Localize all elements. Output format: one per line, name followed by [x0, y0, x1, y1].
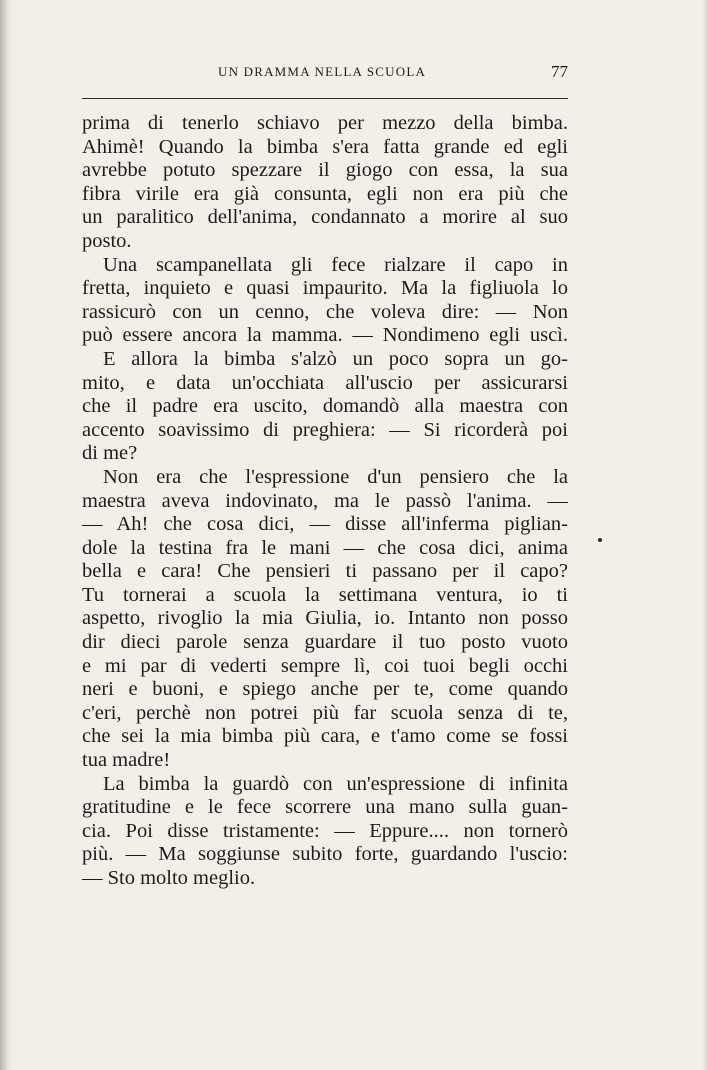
text-line: e mi par di vederti sempre lì, coi tuoi begli occhi: [82, 654, 568, 677]
text-line: dir dieci parole senza guardare il tuo posto vuoto: [82, 631, 568, 654]
ink-mark: [598, 538, 602, 542]
text-line: — Sto molto meglio.: [82, 867, 256, 889]
text-line: c'eri, perchè non potrei più far scuola senza di te,: [82, 701, 568, 724]
page-edge-right: [702, 0, 708, 1070]
text-line: Ahimè! Quando la bimba s'era fatta grande ed egli: [82, 135, 568, 158]
text-line: Una scampanellata gli fece rialzare il capo in: [103, 253, 568, 276]
text-line: gratitudine e le fece scorrere una mano sulla guan-: [82, 796, 568, 819]
body-text: [82, 112, 568, 891]
text-line: prima di tenerlo schiavo per mezzo della bimba.: [82, 112, 568, 134]
header-rule: [82, 98, 568, 99]
text-line: La bimba la guardò con un'espressione di infinita: [103, 772, 568, 795]
text-line: E allora la bimba s'alzò un poco sopra un go-: [103, 347, 568, 370]
text-line: rassicurò con un cenno, che voleva dire: — Non: [82, 300, 568, 323]
page-edge-shadow: [0, 0, 12, 1070]
text-line: Tu tornerai a scuola la settimana ventura, io ti: [82, 583, 568, 606]
text-line: aspetto, rivoglio la mia Giulia, io. Intanto non posso: [82, 607, 568, 630]
text-line: fibra virile era già consunta, egli non era più che: [82, 182, 568, 205]
text-line: può essere ancora la mamma. — Nondimeno egli uscì.: [82, 324, 568, 347]
text-line: maestra aveva indovinato, ma le passò l'anima. —: [82, 489, 568, 512]
text-line: posto.: [82, 229, 132, 252]
text-line: tua madre!: [82, 749, 171, 772]
text-line: più. — Ma soggiunse subito forte, guardando l'uscio:: [82, 843, 568, 866]
text-line: Non era che l'espressione d'un pensiero che la: [103, 465, 568, 488]
text-line: avrebbe potuto spezzare il giogo con essa, la sua: [82, 159, 568, 182]
text-line: mito, e data un'occhiata all'uscio per assicurarsi: [82, 371, 568, 394]
text-line: fretta, inquieto e quasi impaurito. Ma la figliuola lo: [82, 277, 568, 300]
text-line: dole la testina fra le mani — che cosa dici, anima: [82, 536, 568, 559]
text-line: di me?: [82, 442, 138, 465]
text-line: che sei la mia bimba più cara, e t'amo come se fossi: [82, 725, 568, 748]
text-line: un paralitico dell'anima, condannato a morire al suo: [82, 206, 568, 229]
page-header: [82, 62, 568, 84]
text-line: che il padre era uscito, domandò alla maestra con: [82, 395, 568, 418]
text-line: — Ah! che cosa dici, — disse all'inferma piglian-: [82, 513, 568, 536]
text-line: neri e buoni, e spiego anche per te, come quando: [82, 678, 568, 701]
text-line: bella e cara! Che pensieri ti passano per il capo?: [82, 560, 568, 583]
text-line: accento soavissimo di preghiera: — Si ricorderà poi: [82, 418, 568, 441]
page-number: 77: [551, 62, 568, 81]
text-line: cia. Poi disse tristamente: — Eppure.... non tornerò: [82, 819, 568, 842]
running-title: UN DRAMMA NELLA SCUOLA: [218, 64, 427, 79]
